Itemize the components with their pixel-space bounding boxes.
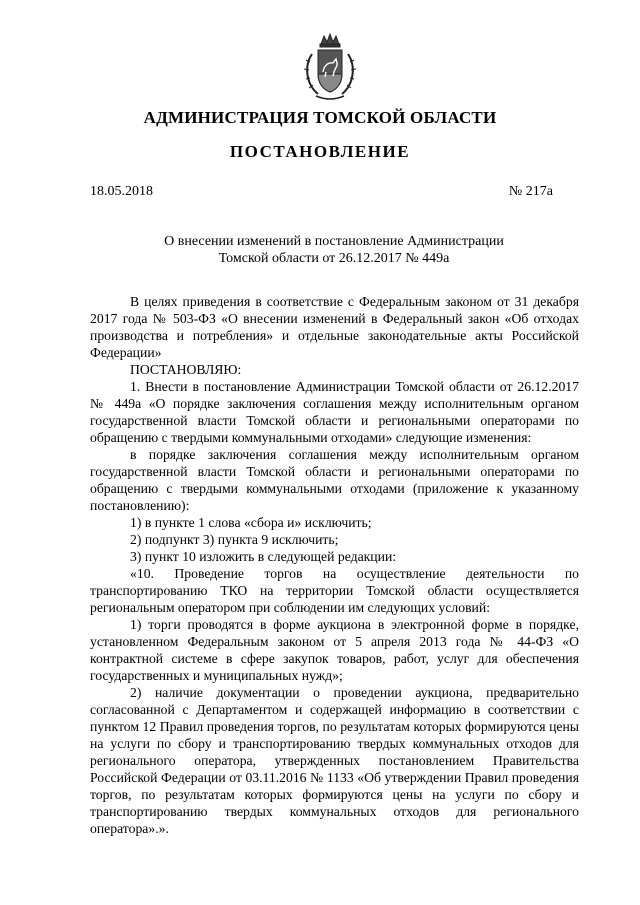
list-item: 1) в пункте 1 слова «сбора и» исключить; xyxy=(130,515,372,530)
subject-line: Томской области от 26.12.2017 № 449а xyxy=(218,251,450,266)
body-paragraph: 1. Внести в постановление Администрации Томской области от 26.12.2017 № 449а «О порядке заключения соглашения между исполнительным органом государственной власти Томской области и региональными операторами по обращению с твердыми коммунальными отходами» следующие изменения: xyxy=(90,379,579,445)
document-type-title: ПОСТАНОВЛЕНИЕ xyxy=(229,142,411,161)
decree-heading: ПОСТАНОВЛЯЮ: xyxy=(130,362,242,377)
document-subject xyxy=(90,233,578,267)
organization-title: АДМИНИСТРАЦИЯ ТОМСКОЙ ОБЛАСТИ xyxy=(143,108,497,127)
document-date: 18.05.2018 xyxy=(90,184,153,199)
body-paragraph: «10. Проведение торгов на осуществление деятельности по транспортированию ТКО на территории Томской области осуществляется региональным оператором при соблюдении им следующих условий: xyxy=(90,566,579,615)
coat-of-arms-icon xyxy=(300,32,360,102)
preamble-paragraph: В целях приведения в соответствие с Федеральным законом от 31 декабря 2017 года № 503-ФЗ «О внесении изменений в Федеральный закон «Об отходах производства и потребления» и отдельные законодательные акты Российской Федерации» xyxy=(90,294,579,360)
body-paragraph: в порядке заключения соглашения между исполнительным органом государственной власти Томской области и региональными операторами по обращению с твердыми коммунальными отходами (приложение к указанному постановлению): xyxy=(90,447,579,513)
document-body xyxy=(90,293,579,837)
list-item: 2) наличие документации о проведении аукциона, предварительно согласованной с Департаментом и содержащей информацию в соответствии с пунктом 12 Правил проведения торгов, по результатам которых формируются цены на услуги по сбору и транспортированию твердых коммунальных отходов для регионального оператора, утвержденных постановлением Правительства Российской Федерации от 03.11.2016 № 1133 «Об утверждении Правил проведения торгов, по результатам которых формируются цены на услуги по сбору и транспортированию твердых коммунальных отходов для регионального оператора».». xyxy=(90,685,579,836)
list-item: 1) торги проводятся в форме аукциона в электронной форме в порядке, установленном Федеральным законом от 5 апреля 2013 года № 44-ФЗ «О контрактной системе в сфере закупок товаров, работ, услуг для обеспечения государственных и муниципальных нужд»; xyxy=(90,617,579,683)
document-number: № 217а xyxy=(508,184,553,199)
subject-line: О внесении изменений в постановление Администрации xyxy=(164,234,504,249)
list-item: 2) подпункт 3) пункта 9 исключить; xyxy=(130,532,339,547)
list-item: 3) пункт 10 изложить в следующей редакции: xyxy=(130,549,397,564)
